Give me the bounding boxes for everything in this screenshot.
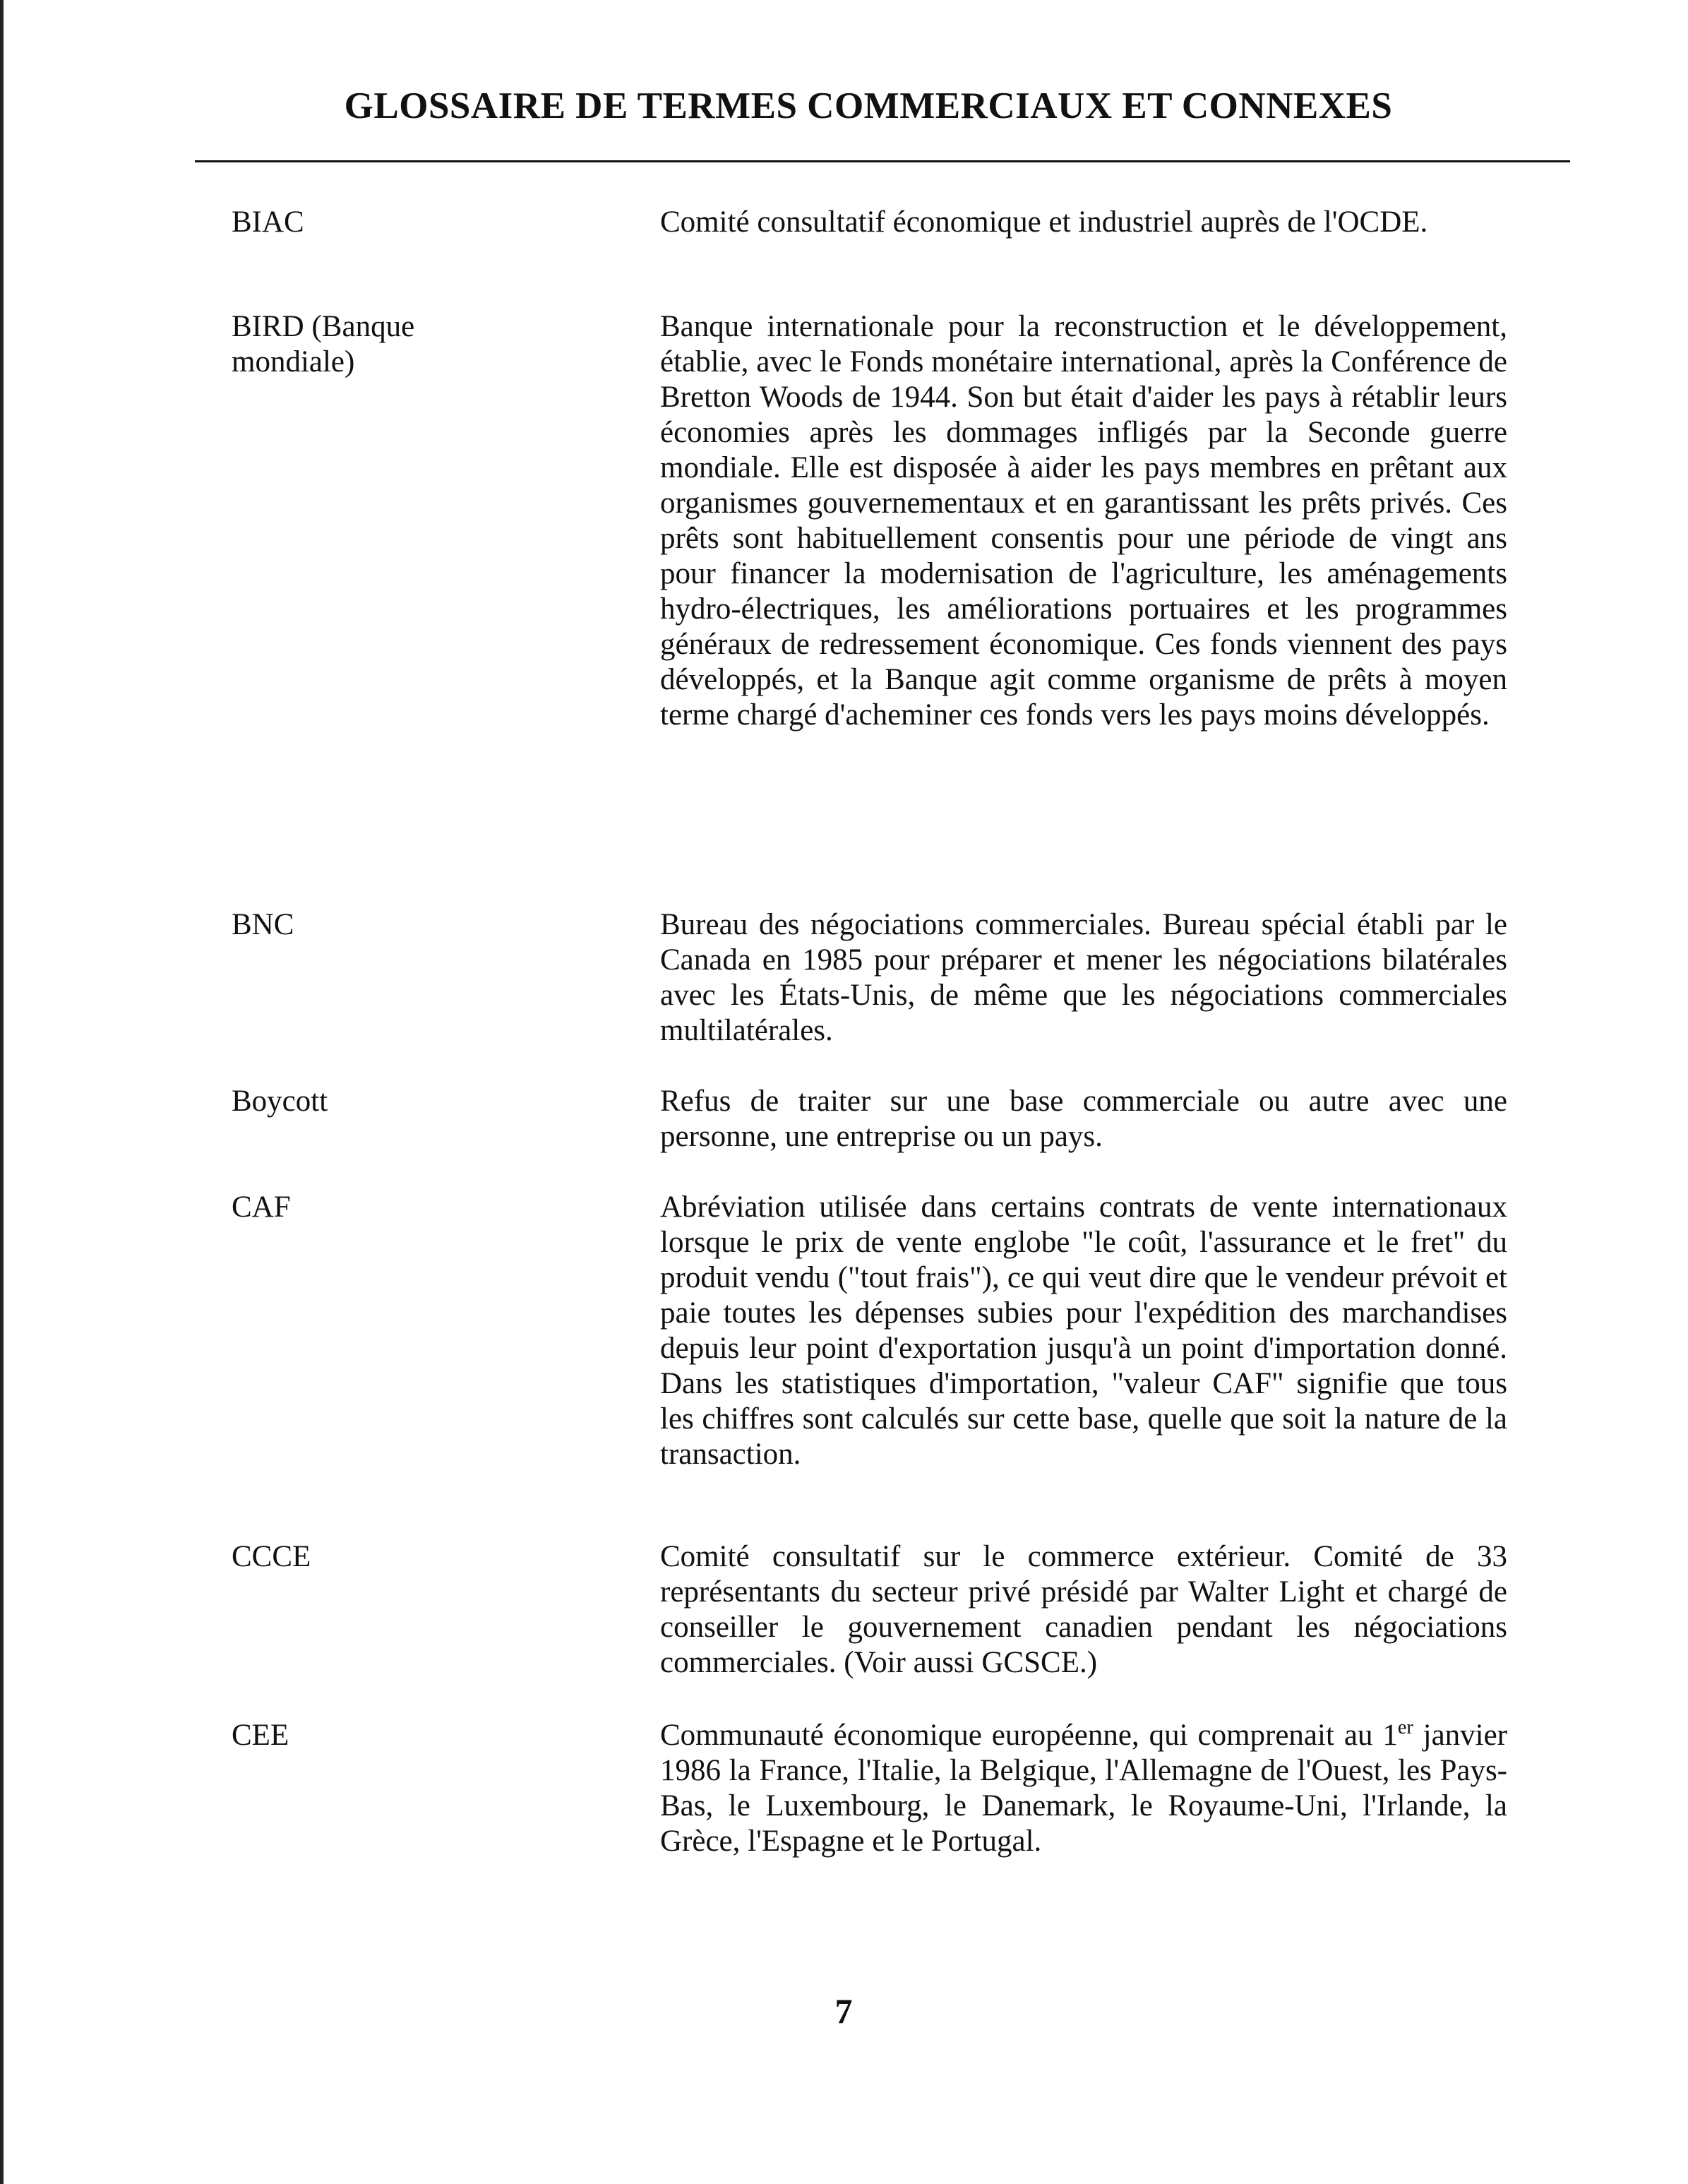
scan-edge	[0, 0, 4, 2184]
definition-day: 1	[1382, 1719, 1398, 1752]
glossary-definition	[660, 1718, 1507, 1859]
definition-superscript: er	[1397, 1717, 1413, 1738]
glossary-definition: Abréviation utilisée dans certains contrats de vente internationaux lorsque le prix de vente englobe "le coût, l'assurance et le fret" du produit vendu ("tout frais"), ce qui veut dire que le vendeur prévoit et paie toutes les dépenses subies pour l'expédition des marchandises depuis leur point d'exportation jusqu'à un point d'importation donné. Dans les statistiques d'importation, "valeur CAF" signifie que tous les chiffres sont calculés sur cette base, quelle que soit la nature de la transaction.	[660, 1191, 1507, 1471]
glossary-term: BIRD (Banque mondiale)	[232, 310, 415, 378]
glossary-term: CCCE	[232, 1540, 311, 1573]
glossary-term: BIAC	[232, 205, 304, 239]
definition-rest: janvier 1986 la France, l'Italie, la Belgique, l'Allemagne de l'Ouest, les Pays-Bas, le Luxembourg, le Danemark, le Royaume-Uni, l'Irlande, la Grèce, l'Espagne et le Portugal.	[660, 1719, 1508, 1858]
glossary-term: Boycott	[232, 1085, 328, 1118]
glossary-definition: Comité consultatif économique et industriel auprès de l'OCDE.	[660, 205, 1428, 239]
page-number: 7	[834, 1991, 853, 2031]
glossary-definition: Bureau des négociations commerciales. Bureau spécial établi par le Canada en 1985 pour préparer et mener les négociations bilatérales avec les États-Unis, de même que les négociations commerciales multilatérales.	[660, 908, 1507, 1047]
glossary-term: CAF	[232, 1191, 291, 1224]
glossary-term: CEE	[232, 1719, 289, 1752]
glossary-definition: Banque internationale pour la reconstruction et le développement, établie, avec le Fonds monétaire international, après la Conférence de Bretton Woods de 1944. Son but était d'aider les pays à rétablir leurs économies après les dommages infligés par la Seconde guerre mondiale. Elle est disposée à aider les pays membres en prêtant aux organismes gouvernementaux et en garantissant les prêts privés. Ces prêts sont habituellement consentis pour une période de vingt ans pour financer la modernisation de l'agriculture, les aménagements hydro-électriques, les améliorations portuaires et les programmes généraux de redressement économique. Ces fonds viennent des pays développés, et la Banque agit comme organisme de prêts à moyen terme chargé d'acheminer ces fonds vers les pays moins développés.	[660, 310, 1507, 732]
glossary-definition: Refus de traiter sur une base commerciale ou autre avec une personne, une entreprise ou un pays.	[660, 1085, 1507, 1153]
page-title: GLOSSAIRE DE TERMES COMMERCIAUX ET CONNEXES	[344, 85, 1393, 126]
title-rule	[195, 160, 1570, 162]
glossary-term: BNC	[232, 908, 294, 941]
definition-lead: Communauté économique européenne, qui comprenait au	[660, 1719, 1373, 1752]
glossary-definition: Comité consultatif sur le commerce extérieur. Comité de 33 représentants du secteur privé présidé par Walter Light et chargé de conseiller le gouvernement canadien pendant les négociations commerciales. (Voir aussi GCSCE.)	[660, 1540, 1507, 1679]
